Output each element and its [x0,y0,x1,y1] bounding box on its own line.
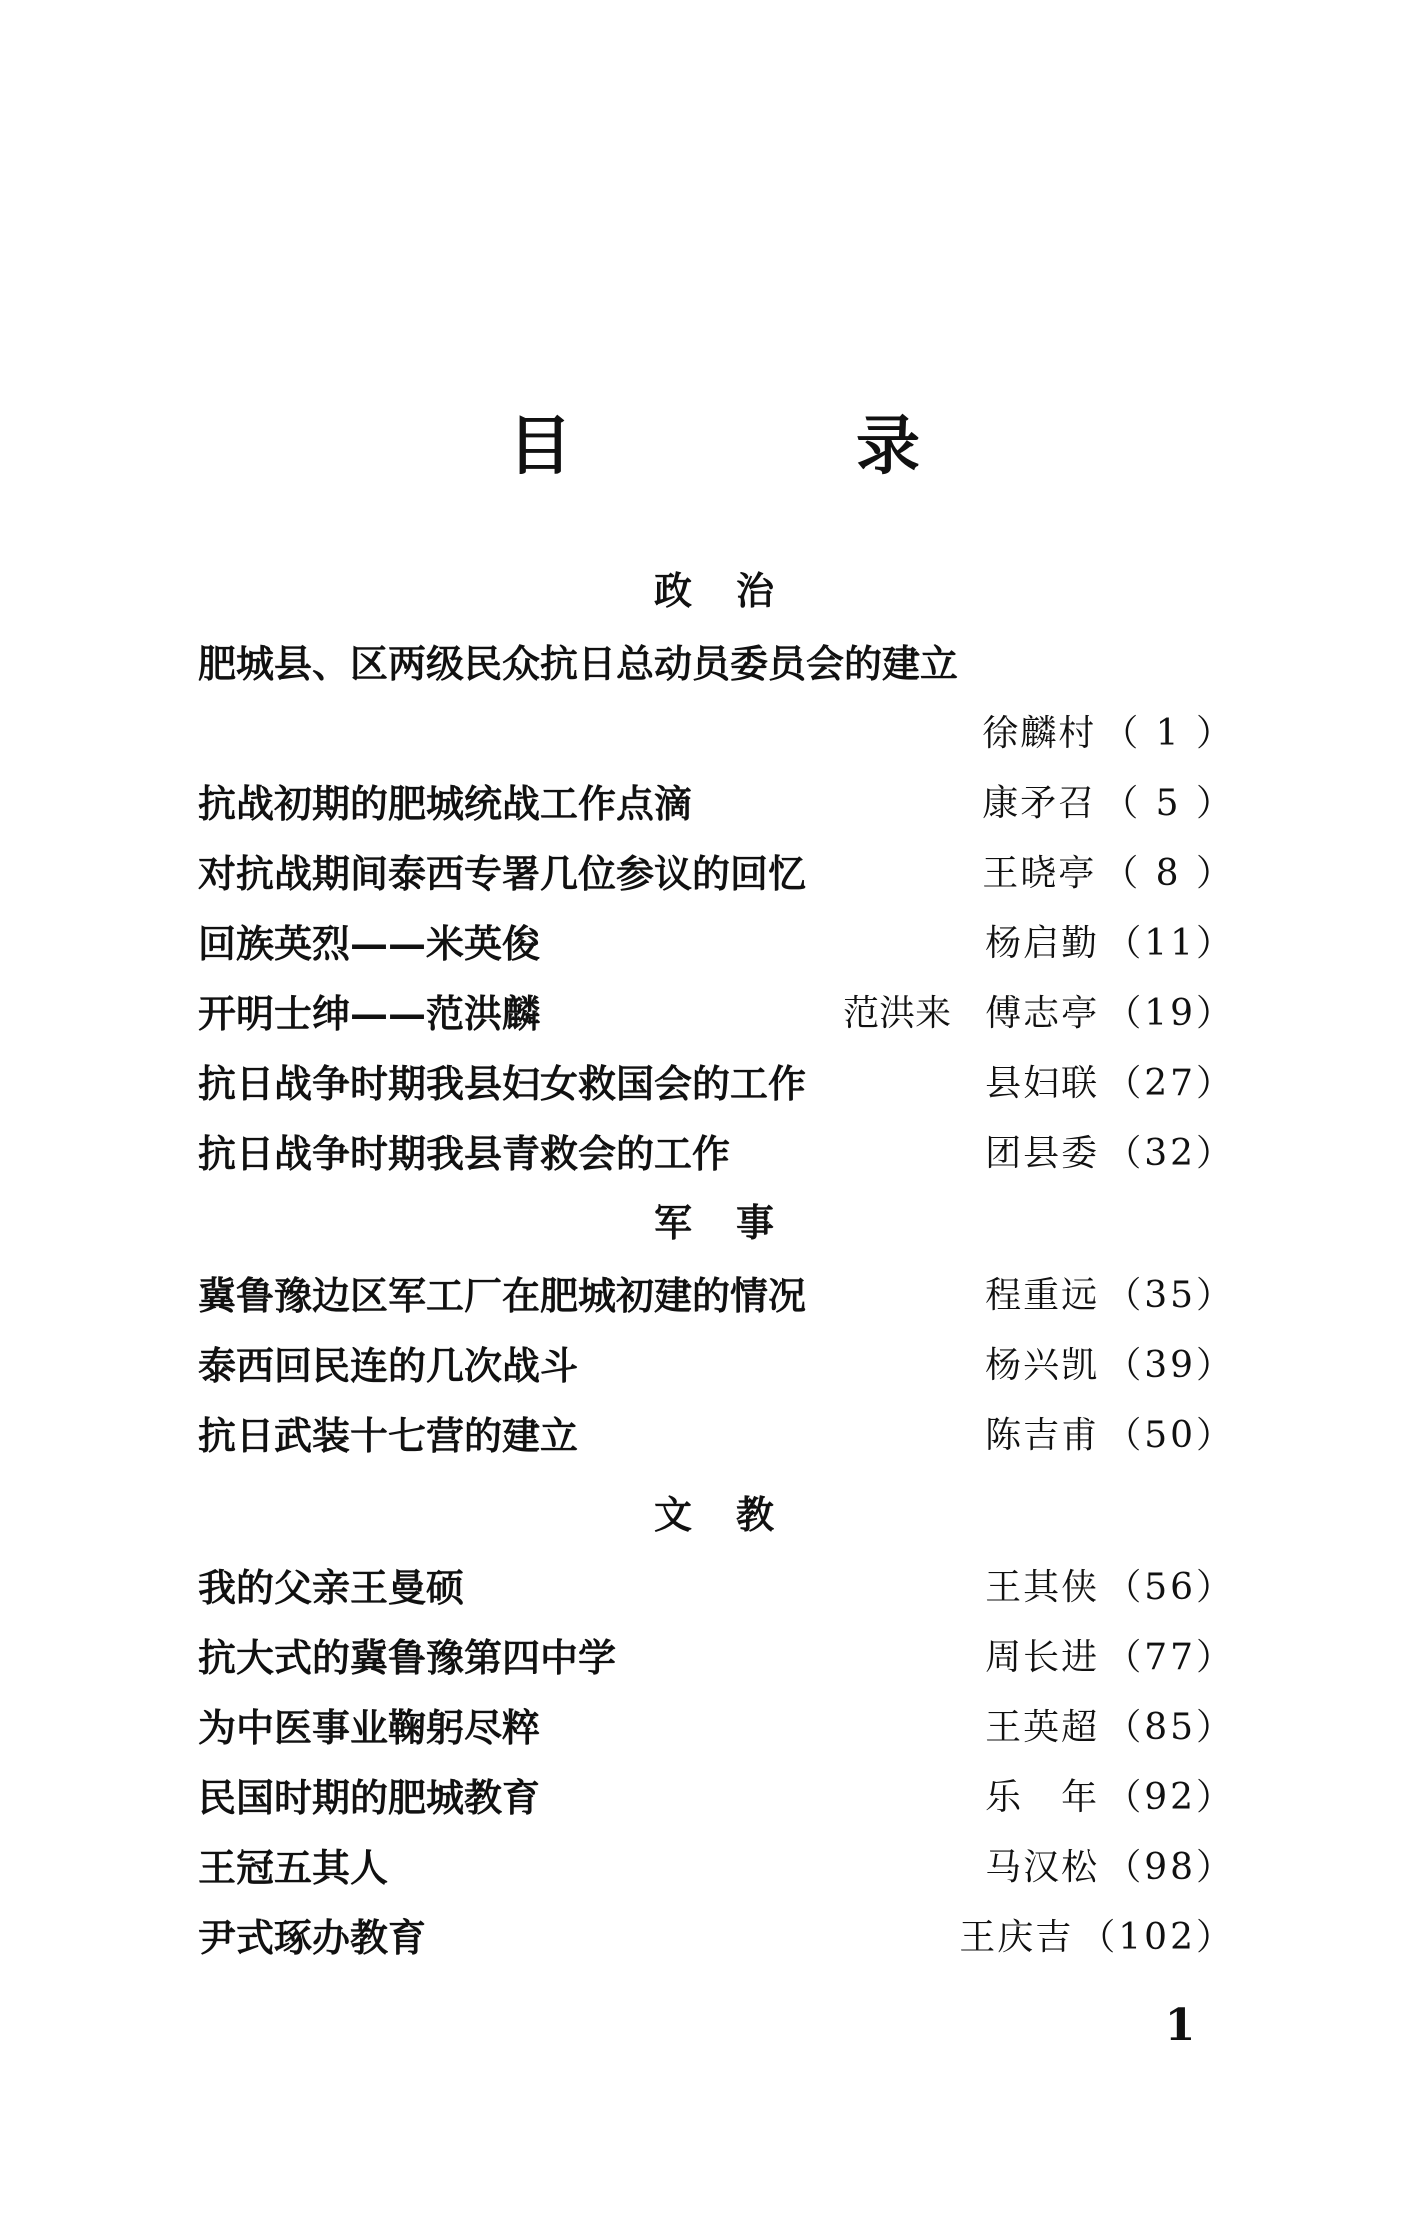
toc-entry-title: 抗大式的冀鲁豫第四中学 [198,1635,617,1680]
toc-entry-author: 马汉松 [985,1847,1100,1888]
leader-dots [584,1408,979,1464]
leader-dots [584,1338,979,1394]
toc-entry-page: （27） [1105,1063,1235,1104]
toc-entry-title: 王冠五其人 [198,1845,389,1890]
toc-entry[interactable] [198,636,1235,692]
toc-entry-title: 对抗战期间泰西专署几位参议的回忆 [198,851,807,896]
toc-entry-author: 傅志亭 [985,993,1100,1034]
toc-entry-title: 抗日战争时期我县妇女救国会的工作 [198,1061,807,1106]
toc-entry[interactable] [198,776,1235,832]
leader-dots [812,1268,979,1324]
toc-entry-author: 王庆吉 [959,1917,1074,1958]
toc-entry-page: （11） [1105,923,1235,964]
toc-entry-title: 我的父亲王曼硕 [198,1565,465,1610]
toc-entry-page: （92） [1105,1777,1235,1818]
toc-entry[interactable] [198,1560,1235,1616]
toc-entry-title: 尹式琢办教育 [198,1915,427,1960]
toc-entry-page: （102） [1079,1917,1235,1958]
toc-entry[interactable] [198,1840,1235,1896]
toc-entry[interactable] [198,1126,1235,1182]
toc-entry-page: （19） [1105,993,1235,1034]
toc-entry-page: （35） [1105,1275,1235,1316]
leader-dots [546,1700,979,1756]
leader-dots [736,1126,979,1182]
toc-entry[interactable] [198,1056,1235,1112]
page-title: 目 录 [508,410,1030,484]
leader-dots [698,776,976,832]
toc-entry-author: 程重远 [985,1275,1100,1316]
toc-entry-page: （39） [1105,1345,1235,1386]
toc-entry-page: （ 1 ） [1102,713,1235,754]
toc-entry-page: （98） [1105,1847,1235,1888]
leader-dots [546,916,979,972]
toc-entry-coauthor: 范洪来 [843,993,952,1034]
toc-entry[interactable] [198,1910,1235,1966]
toc-entry-page: （ 5 ） [1102,783,1235,824]
page-number: 1 [1164,2000,1196,2051]
toc-entry-page: （77） [1105,1637,1235,1678]
toc-entry[interactable] [198,1630,1235,1686]
toc-entry-author: 陈吉甫 [985,1415,1100,1456]
toc-entry[interactable] [198,1700,1235,1756]
toc-entry[interactable] [198,986,1235,1042]
toc-entry-title: 肥城县、区两级民众抗日总动员委员会的建立 [198,641,959,686]
leader-dots [470,1560,979,1616]
toc-entry-page: （56） [1105,1567,1235,1608]
toc-entry-author: 周长进 [985,1637,1100,1678]
toc-entry-title: 抗日武装十七营的建立 [198,1413,579,1458]
toc-entry[interactable] [198,1408,1235,1464]
toc-entry-author: 乐 年 [985,1777,1100,1818]
toc-entry-title: 抗日战争时期我县青救会的工作 [198,1131,731,1176]
toc-entry-title: 泰西回民连的几次战斗 [198,1343,579,1388]
leader-dots [432,1910,953,1966]
leader-dots [546,1770,979,1826]
toc-entry-title: 冀鲁豫边区军工厂在肥城初建的情况 [198,1273,807,1318]
toc-entry-author: 杨兴凯 [985,1345,1100,1386]
section-heading-military: 军事 [653,1201,818,1245]
toc-entry-author: 团县委 [985,1133,1100,1174]
toc-entry-author: 康矛召 [982,783,1097,824]
toc-entry-title: 开明士绅——范洪麟 [198,991,541,1036]
leader-dots [285,706,976,762]
toc-entry-title: 为中医事业鞠躬尽粹 [198,1705,541,1750]
toc-entry-author: 王英超 [985,1707,1100,1748]
leader-dots [812,846,976,902]
toc-entry[interactable] [198,1338,1235,1394]
toc-entry-author: 县妇联 [985,1063,1100,1104]
toc-entry-title: 回族英烈——米英俊 [198,921,541,966]
toc-entry-page: （32） [1105,1133,1235,1174]
toc-entry-author: 徐麟村 [982,713,1097,754]
leader-dots [622,1630,979,1686]
toc-entry-title: 抗战初期的肥城统战工作点滴 [198,781,693,826]
toc-entry-title: 民国时期的肥城教育 [198,1775,541,1820]
leader-dots [812,1056,979,1112]
toc-entry-page: （50） [1105,1415,1235,1456]
toc-entry-page: （85） [1105,1707,1235,1748]
toc-entry-author: 王晓亭 [982,853,1097,894]
toc-entry[interactable] [198,1770,1235,1826]
toc-entry[interactable] [198,1268,1235,1324]
section-heading-politics: 政治 [653,569,818,613]
leader-dots [394,1840,979,1896]
toc-entry-page: （ 8 ） [1102,853,1235,894]
toc-entry-author: 王其侠 [985,1567,1100,1608]
toc-entry[interactable] [198,846,1235,902]
toc-entry-author: 杨启勤 [985,923,1100,964]
toc-entry-continuation[interactable] [285,706,1235,762]
leader-dots [546,986,837,1042]
toc-entry[interactable] [198,916,1235,972]
section-heading-culture: 文教 [653,1493,818,1537]
